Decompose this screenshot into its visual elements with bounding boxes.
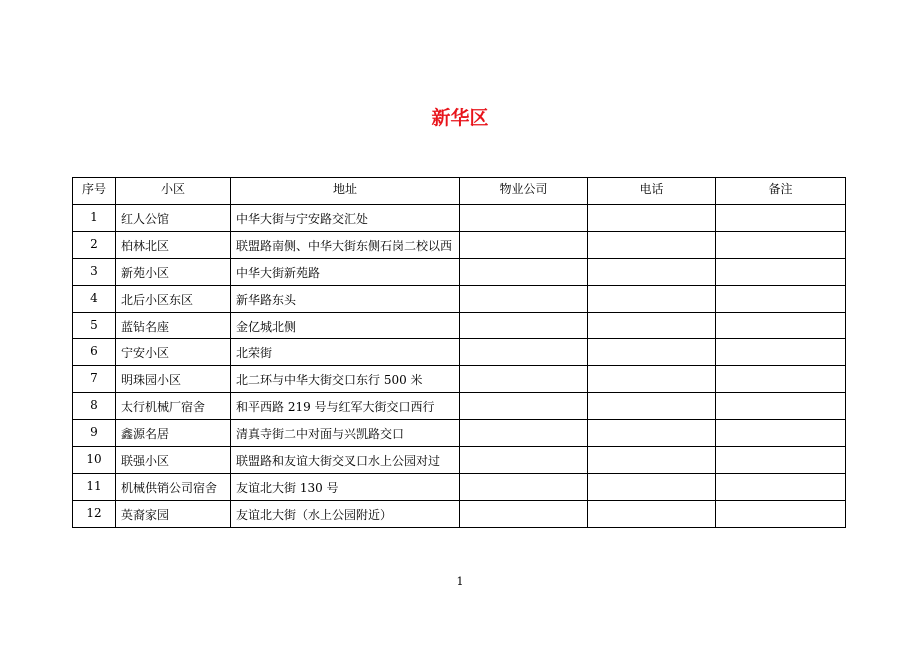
table-row (73, 205, 846, 232)
cell-property-company (460, 339, 588, 366)
table-row (73, 258, 846, 285)
cell-property-company (460, 393, 588, 420)
cell-note (716, 258, 846, 285)
cell-property-company (460, 420, 588, 447)
column-header-note: 备注 (716, 178, 846, 205)
cell-index: 2 (73, 231, 116, 258)
cell-address: 友谊北大街 130 号 (231, 473, 460, 500)
cell-property-company (460, 473, 588, 500)
table-row (73, 447, 846, 474)
column-header-community: 小区 (116, 178, 231, 205)
column-header-property-company: 物业公司 (460, 178, 588, 205)
cell-address: 新华路东头 (231, 285, 460, 312)
cell-community: 机械供销公司宿舍 (116, 473, 231, 500)
cell-community: 明珠园小区 (116, 366, 231, 393)
cell-property-company (460, 285, 588, 312)
table-row (73, 500, 846, 527)
cell-property-company (460, 258, 588, 285)
cell-address: 金亿城北侧 (231, 312, 460, 339)
table-row (73, 473, 846, 500)
cell-note (716, 500, 846, 527)
cell-index: 3 (73, 258, 116, 285)
cell-note (716, 420, 846, 447)
cell-address: 联盟路和友谊大街交叉口水上公园对过 (231, 447, 460, 474)
cell-index: 12 (73, 500, 116, 527)
cell-phone (588, 366, 716, 393)
cell-community: 宁安小区 (116, 339, 231, 366)
cell-property-company (460, 500, 588, 527)
cell-note (716, 231, 846, 258)
cell-address: 联盟路南侧、中华大街东侧石岗二校以西 (231, 231, 460, 258)
table-row (73, 393, 846, 420)
cell-phone (588, 312, 716, 339)
cell-phone (588, 339, 716, 366)
table-row (73, 231, 846, 258)
cell-address: 中华大街新苑路 (231, 258, 460, 285)
cell-note (716, 339, 846, 366)
table-row (73, 420, 846, 447)
cell-address: 北二环与中华大街交口东行 500 米 (231, 366, 460, 393)
cell-community: 北后小区东区 (116, 285, 231, 312)
column-header-phone: 电话 (588, 178, 716, 205)
cell-index: 6 (73, 339, 116, 366)
cell-index: 10 (73, 447, 116, 474)
table-row (73, 339, 846, 366)
cell-community: 联强小区 (116, 447, 231, 474)
column-header-address: 地址 (231, 178, 460, 205)
cell-phone (588, 393, 716, 420)
cell-property-company (460, 312, 588, 339)
cell-phone (588, 285, 716, 312)
table-header-row (73, 178, 846, 205)
cell-index: 8 (73, 393, 116, 420)
cell-community: 英裔家园 (116, 500, 231, 527)
cell-index: 5 (73, 312, 116, 339)
cell-phone (588, 258, 716, 285)
cell-phone (588, 231, 716, 258)
cell-index: 4 (73, 285, 116, 312)
cell-phone (588, 473, 716, 500)
table-row (73, 285, 846, 312)
cell-index: 7 (73, 366, 116, 393)
cell-community: 红人公馆 (116, 205, 231, 232)
cell-address: 中华大街与宁安路交汇处 (231, 205, 460, 232)
cell-address: 北荣街 (231, 339, 460, 366)
cell-note (716, 473, 846, 500)
cell-community: 太行机械厂宿舍 (116, 393, 231, 420)
cell-property-company (460, 366, 588, 393)
page-number: 1 (456, 575, 464, 588)
table-row (73, 366, 846, 393)
cell-phone (588, 205, 716, 232)
cell-community: 蓝钻名座 (116, 312, 231, 339)
cell-address: 和平西路 219 号与红军大街交口西行 (231, 393, 460, 420)
cell-note (716, 447, 846, 474)
cell-index: 9 (73, 420, 116, 447)
table-body (73, 205, 846, 528)
cell-property-company (460, 231, 588, 258)
cell-index: 11 (73, 473, 116, 500)
cell-community: 新苑小区 (116, 258, 231, 285)
cell-index: 1 (73, 205, 116, 232)
cell-address: 友谊北大街（水上公园附近） (231, 500, 460, 527)
cell-note (716, 285, 846, 312)
cell-note (716, 393, 846, 420)
cell-phone (588, 500, 716, 527)
cell-note (716, 205, 846, 232)
column-header-index: 序号 (73, 178, 116, 205)
cell-note (716, 366, 846, 393)
table-row (73, 312, 846, 339)
cell-community: 鑫源名居 (116, 420, 231, 447)
cell-address: 清真寺街二中对面与兴凯路交口 (231, 420, 460, 447)
cell-phone (588, 447, 716, 474)
cell-property-company (460, 205, 588, 232)
page-title: 新华区 (431, 107, 489, 129)
cell-property-company (460, 447, 588, 474)
community-table (72, 177, 846, 528)
cell-community: 柏林北区 (116, 231, 231, 258)
cell-phone (588, 420, 716, 447)
cell-note (716, 312, 846, 339)
